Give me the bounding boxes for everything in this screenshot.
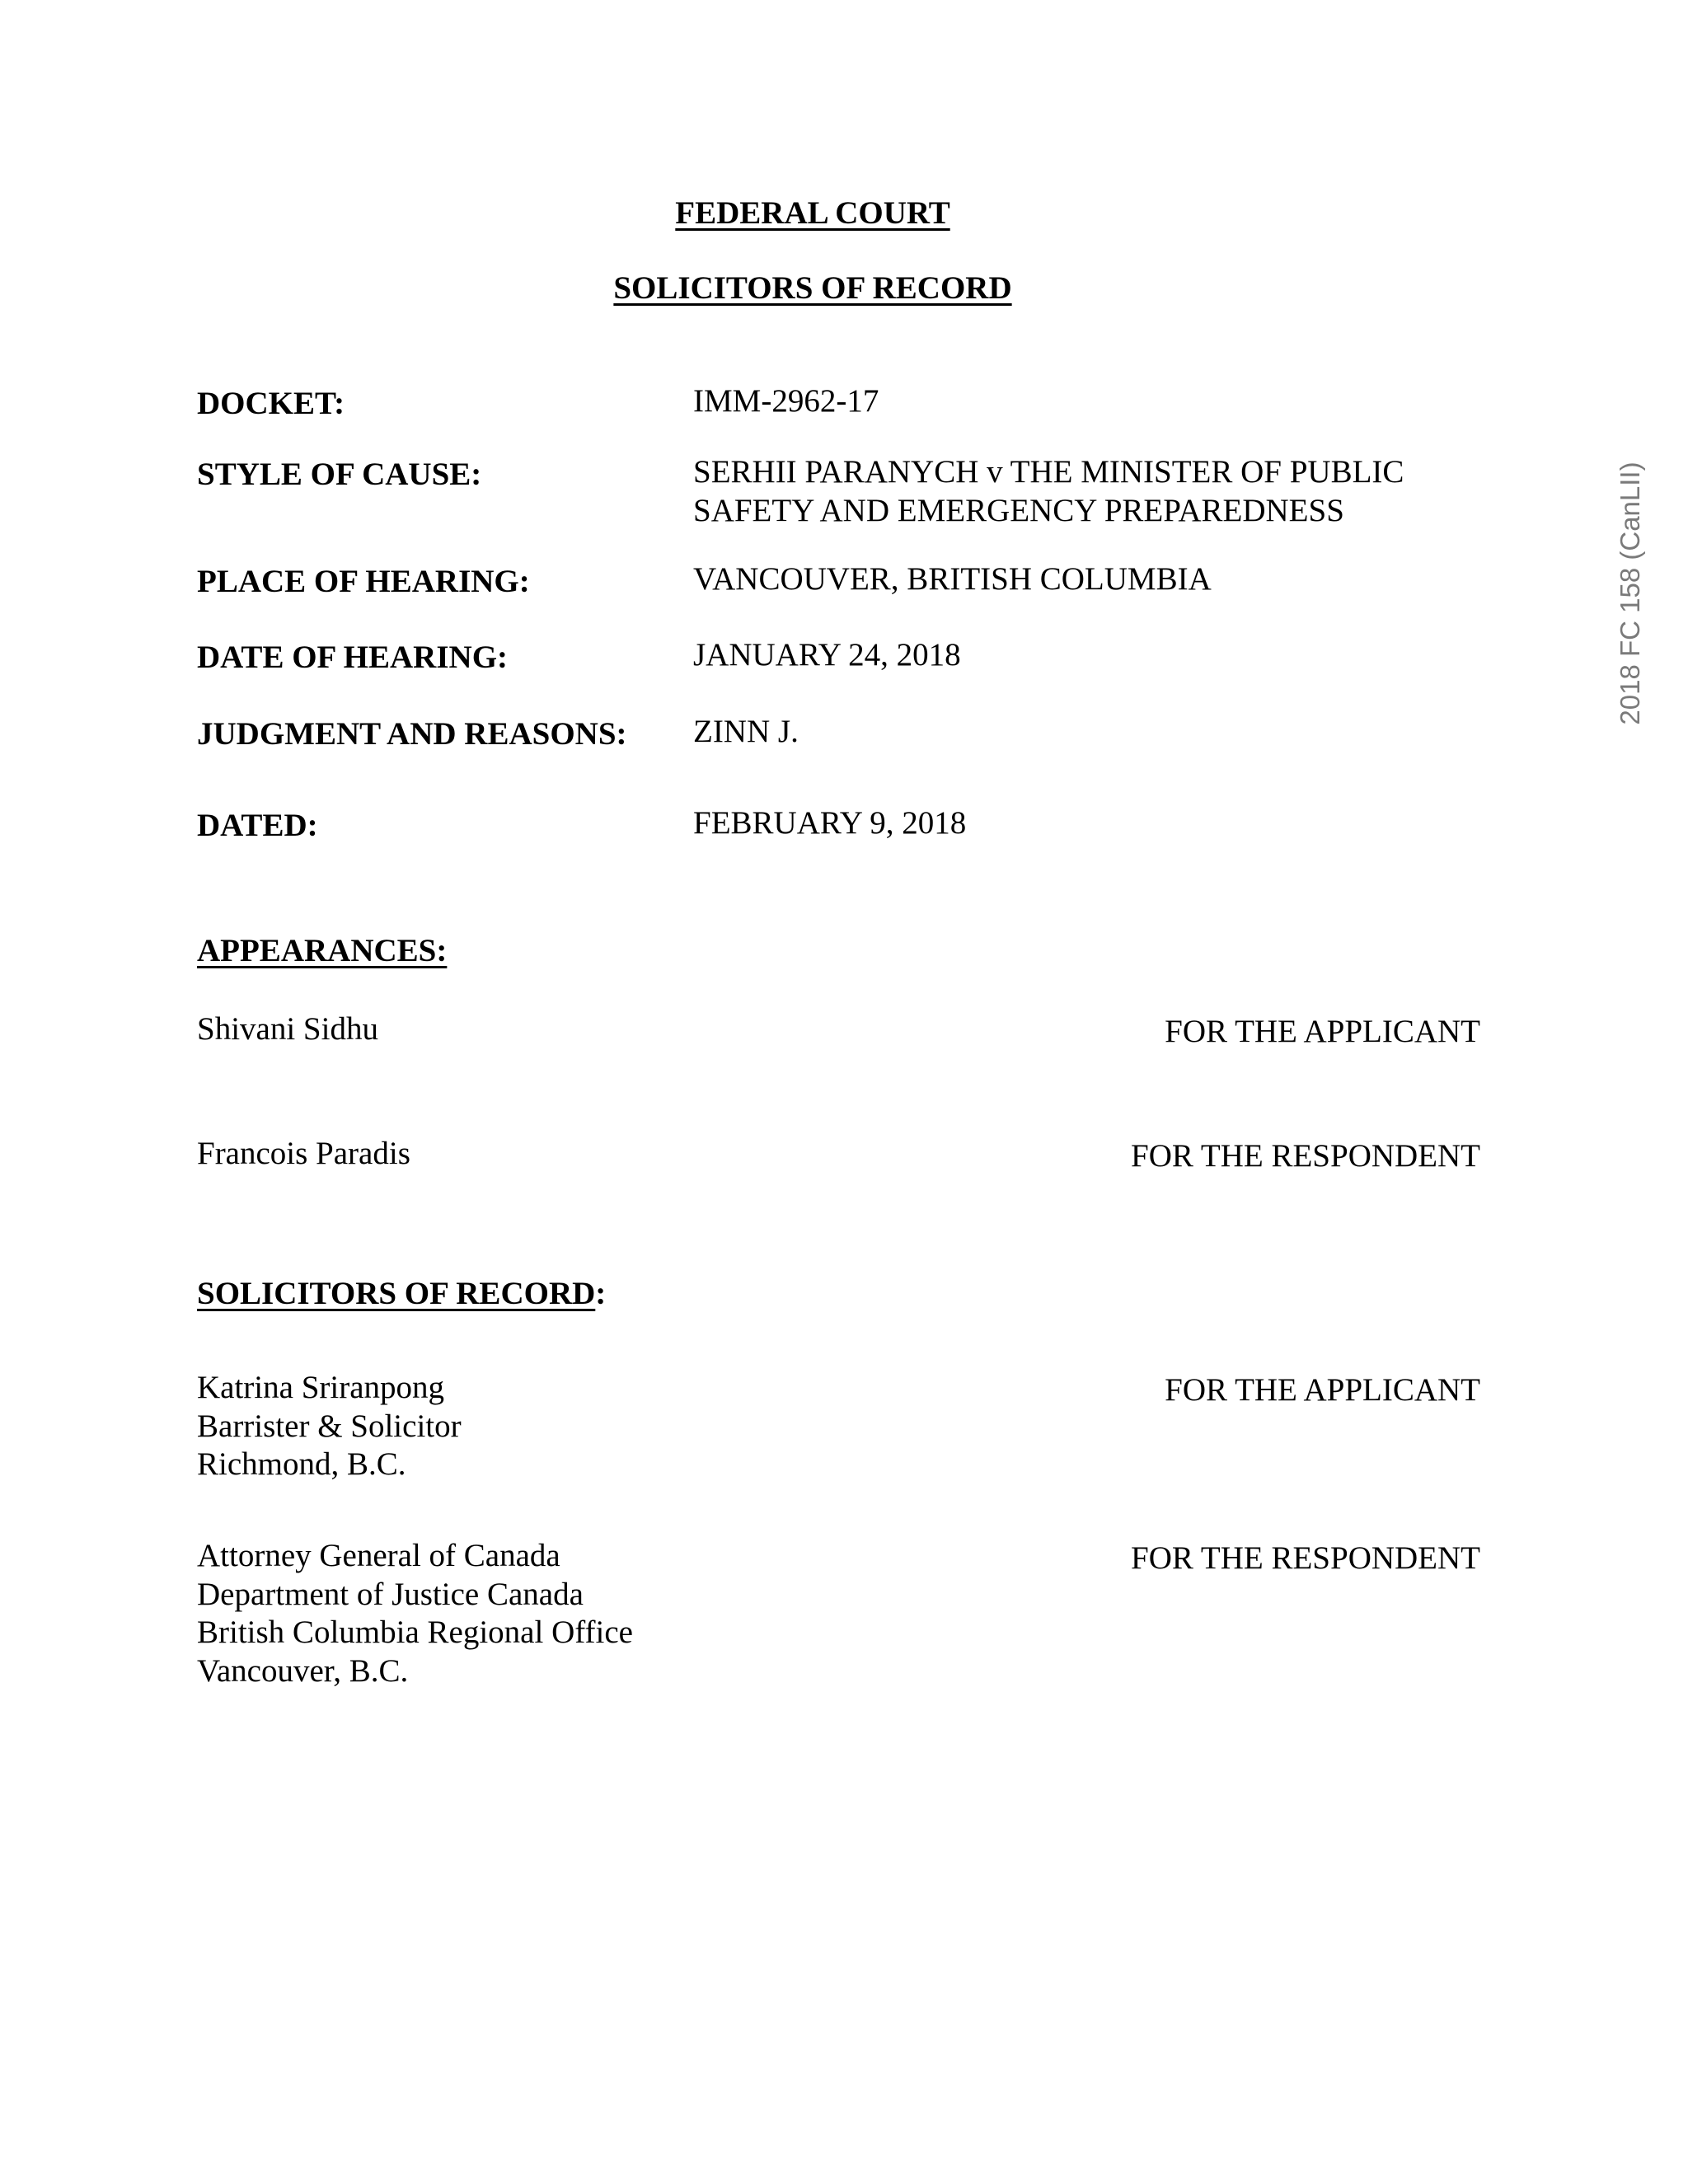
solicitor-applicant-line-3: Richmond, B.C. [197, 1446, 406, 1482]
appearance-role-respondent: FOR THE RESPONDENT [1131, 1138, 1480, 1174]
appearance-name-applicant: Shivani Sidhu [197, 1011, 378, 1047]
solicitor-respondent-line-1: Attorney General of Canada [197, 1538, 560, 1573]
solicitor-applicant-line-1: Katrina Sriranpong [197, 1370, 445, 1405]
solicitor-respondent-line-2: Department of Justice Canada [197, 1577, 584, 1612]
solicitor-role-respondent: FOR THE RESPONDENT [1131, 1540, 1480, 1576]
place-of-hearing-value: VANCOUVER, BRITISH COLUMBIA [693, 561, 1212, 597]
appearance-role-applicant: FOR THE APPLICANT [1165, 1014, 1480, 1049]
date-of-hearing-value: JANUARY 24, 2018 [693, 637, 961, 673]
docket-label: DOCKET: [197, 386, 345, 421]
docket-value: IMM-2962-17 [693, 383, 879, 419]
citation-watermark: 2018 FC 158 (CanLII) [1615, 462, 1645, 725]
solicitor-respondent-line-4: Vancouver, B.C. [197, 1653, 409, 1689]
style-of-cause-line-2: SAFETY AND EMERGENCY PREPAREDNESS [693, 493, 1344, 528]
solicitors-heading-text: SOLICITORS OF RECORD [197, 1276, 596, 1311]
court-title: FEDERAL COURT [675, 195, 950, 231]
solicitor-role-applicant: FOR THE APPLICANT [1165, 1372, 1480, 1408]
appearance-name-respondent: Francois Paradis [197, 1136, 410, 1171]
appearances-heading-text: APPEARANCES: [197, 933, 448, 968]
page-subtitle: SOLICITORS OF RECORD [613, 270, 1012, 306]
date-of-hearing-label: DATE OF HEARING: [197, 640, 509, 675]
dated-value: FEBRUARY 9, 2018 [693, 805, 967, 841]
solicitors-heading [197, 1275, 606, 1312]
judgment-label: JUDGMENT AND REASONS: [197, 716, 627, 752]
solicitor-respondent-line-3: British Columbia Regional Office [197, 1615, 633, 1650]
solicitors-heading-colon: : [595, 1276, 607, 1311]
dated-label: DATED: [197, 808, 318, 843]
style-of-cause-label: STYLE OF CAUSE: [197, 457, 482, 492]
judgment-value: ZINN J. [693, 714, 799, 749]
appearances-heading [197, 932, 447, 969]
solicitor-applicant-line-2: Barrister & Solicitor [197, 1408, 462, 1444]
style-of-cause-line-1: SERHII PARANYCH v THE MINISTER OF PUBLIC [693, 454, 1404, 490]
place-of-hearing-label: PLACE OF HEARING: [197, 564, 530, 599]
